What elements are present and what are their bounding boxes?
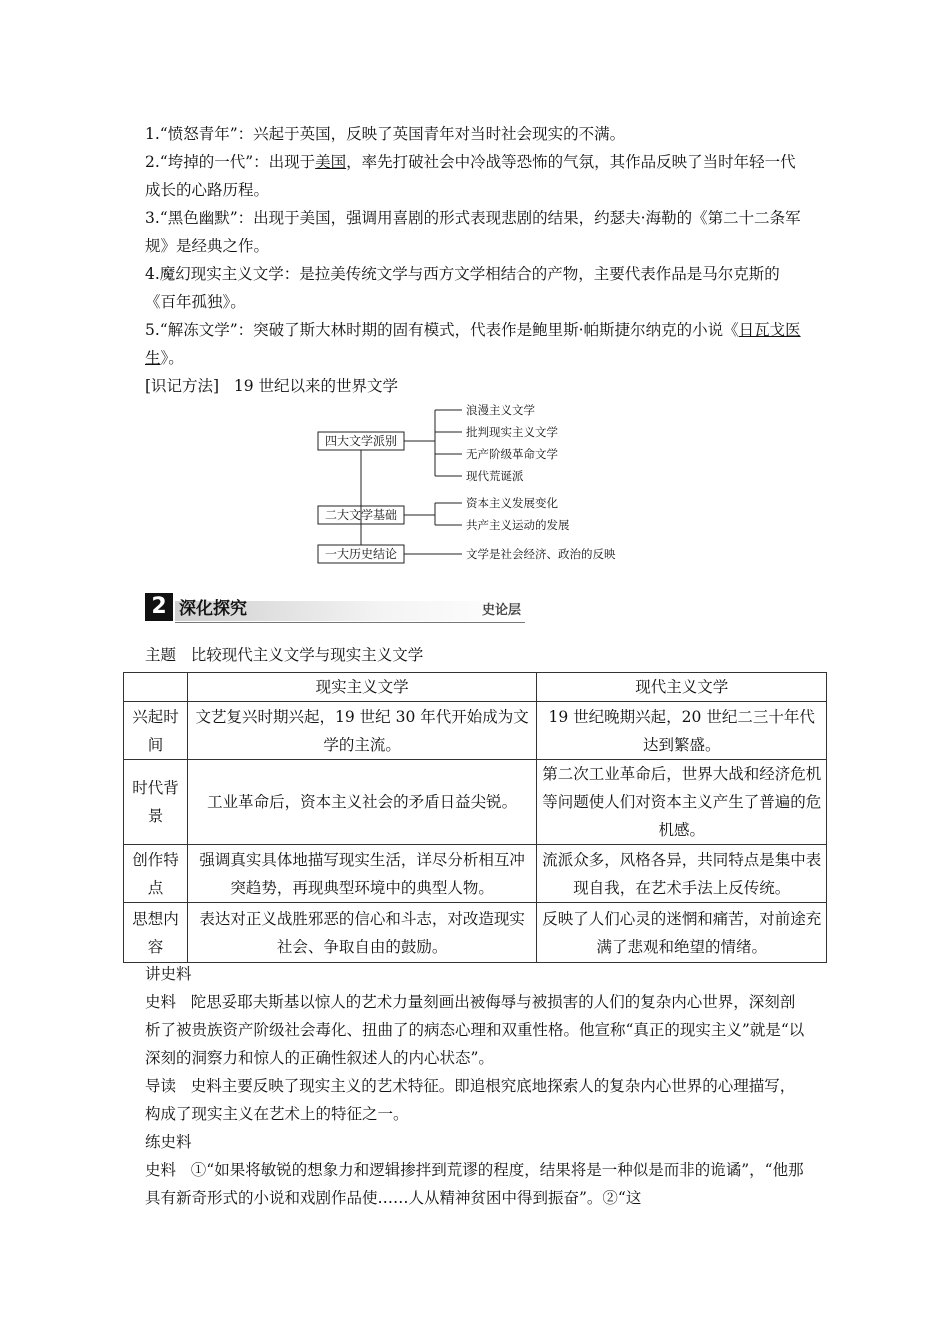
table-header: 现代主义文学	[537, 673, 827, 702]
list-item-2-text-b: ，率先打破社会中冷战等恐怖的气氛，其作品反映了当时年轻一代成长的心路历程。	[145, 153, 796, 199]
method-text: 19 世纪以来的世界文学	[233, 377, 399, 395]
topic-label: 主题	[145, 646, 177, 664]
mindmap-branch: 文学是社会经济、政治的反映	[466, 547, 616, 561]
list-item-1: 1.“愤怒青年”：兴起于英国，反映了英国青年对当时社会现实的不满。	[145, 125, 626, 143]
table-header-row	[124, 673, 827, 702]
literature-mindmap	[300, 398, 660, 573]
row-label: 创作特点	[124, 845, 188, 903]
section-title: 深化探究	[179, 599, 247, 619]
banner-underline	[175, 622, 525, 624]
modernism-cell: 第二次工业革命后，世界大战和经济危机等问题使人们对资本主义产生了普遍的危机感。	[537, 760, 827, 845]
method-label: [识记方法]	[145, 377, 220, 395]
modernism-cell: 流派众多，风格各异，共同特点是集中表现自我，在艺术手法上反传统。	[537, 845, 827, 903]
mindmap-branch: 无产阶级革命文学	[466, 447, 558, 461]
mindmap-group-label: 四大文学派别	[324, 434, 398, 448]
list-item-5-underline: 日瓦戈医生	[145, 321, 801, 367]
row-label: 时代背景	[124, 760, 188, 845]
realism-cell: 表达对正义战胜邪恶的信心和斗志，对改造现实社会、争取自由的鼓励。	[187, 903, 536, 963]
realism-cell: 文艺复兴时期兴起，19 世纪 30 年代开始成为文学的主流。	[187, 702, 536, 760]
lecture-guide	[145, 1072, 810, 1128]
mindmap-group-label: 二大文学基础	[324, 508, 398, 522]
list-item-4: 4.魔幻现实主义文学：是拉美传统文学与西方文学相结合的产物，主要代表作品是马尔克斯的《百年孤独》。	[145, 265, 780, 311]
row-label: 兴起时间	[124, 702, 188, 760]
list-item-3: 3.“黑色幽默”：出现于美国，强调用喜剧的形式表现悲剧的结果，约瑟夫·海勒的《第二十二条军规》是经典之作。	[145, 209, 801, 255]
list-item-5	[145, 316, 810, 372]
table-row	[124, 702, 827, 760]
lecture-guide-label: 导读	[145, 1077, 177, 1095]
modernism-cell: 反映了人们心灵的迷惘和痛苦，对前途充满了悲观和绝望的情绪。	[537, 903, 827, 963]
lecture-source-text: 陀思妥耶夫斯基以惊人的艺术力量刻画出被侮辱与被损害的人们的复杂内心世界，深刻剖析了被贵族资产阶级社会毒化、扭曲了的病态心理和双重性格。他宣称“真正的现实主义”就是“以深刻的洞察力和惊人的正确性叙述人的内心状态”。	[145, 993, 805, 1067]
topic-text: 比较现代主义文学与现实主义文学	[190, 646, 424, 664]
practice-source-label: 史料	[145, 1161, 177, 1179]
lecture-heading: 讲史料	[145, 965, 192, 983]
table-row	[124, 760, 827, 845]
mindmap-branch: 共产主义运动的发展	[466, 518, 570, 532]
mindmap-branch: 资本主义发展变化	[466, 496, 558, 510]
realism-cell: 强调真实具体地描写现实生活，详尽分析相互冲突趋势，再现典型环境中的典型人物。	[187, 845, 536, 903]
table-header: 现实主义文学	[187, 673, 536, 702]
mindmap-branch: 批判现实主义文学	[466, 425, 558, 439]
row-label: 思想内容	[124, 903, 188, 963]
list-item-5-text-a: 5.“解冻文学”：突破了斯大林时期的固有模式，代表作是鲍里斯·帕斯捷尔纳克的小说《	[145, 321, 739, 339]
mindmap-branch: 浪漫主义文学	[466, 403, 535, 417]
list-item-2	[145, 148, 810, 204]
topic-line	[145, 641, 810, 669]
practice-heading: 练史料	[145, 1133, 192, 1151]
practice-source-text: ①“如果将敏锐的想象力和逻辑掺拌到荒谬的程度，结果将是一种似是而非的诡谲”，“他那具有新奇形式的小说和戏剧作品使……人从精神贫困中得到振奋”。②“这	[145, 1161, 804, 1207]
list-item-2-text-a: 2.“垮掉的一代”：出现于	[145, 153, 316, 171]
mindmap-branch: 现代荒诞派	[466, 469, 524, 483]
section-subtitle: 史论层	[481, 603, 521, 618]
table-row	[124, 903, 827, 963]
comparison-table	[123, 672, 827, 963]
section-number: 2	[145, 593, 173, 621]
list-item-5-text-b: 》。	[160, 349, 184, 367]
section-banner	[145, 593, 525, 623]
lecture-guide-text: 史料主要反映了现实主义的艺术特征。即追根究底地探索人的复杂内心世界的心理描写，构成了现实主义在艺术上的特征之一。	[145, 1077, 796, 1123]
method-line	[145, 372, 810, 400]
table-row	[124, 845, 827, 903]
realism-cell: 工业革命后，资本主义社会的矛盾日益尖锐。	[187, 760, 536, 845]
mindmap-group-label: 一大历史结论	[324, 547, 398, 561]
practice-source	[145, 1156, 810, 1212]
list-item-2-underline: 美国	[315, 153, 347, 171]
lecture-source-label: 史料	[145, 993, 177, 1011]
table-header	[124, 673, 188, 702]
modernism-cell: 19 世纪晚期兴起，20 世纪二三十年代达到繁盛。	[537, 702, 827, 760]
lecture-source	[145, 988, 810, 1072]
